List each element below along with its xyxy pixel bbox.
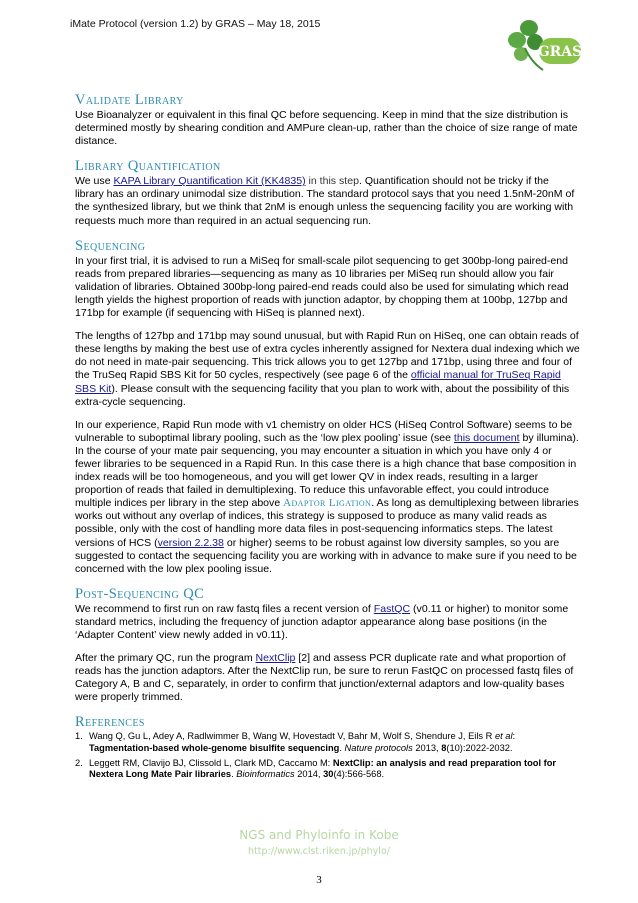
gras-logo	[505, 14, 583, 76]
reference-number: 1.	[75, 731, 83, 742]
text-span: or higher) seems to be robust against low diversity samples, so you are suggested to contact the sequencing facility you are working with in advance to make sure if you need to be concerned with the low plex pooling issue.	[75, 536, 577, 575]
reference-pages: (10):2022-2032.	[446, 743, 513, 754]
text-span: by illumina). In the course of your mate pair sequencing, you may encounter a situation in which you have only 4 or fewer libraries to be sequenced in a Rapid Run. In this case there is a high chance that base composition in index reads will be too homogeneous, and you will get lower QV in index reads, resulting in a larger proportion of reads that failed in demultiplexing. To reduce this unfavorable effect, you could introduce multiple indices per library in the step above	[75, 431, 579, 510]
section-title-validate: Validate Library	[75, 92, 184, 108]
text-span: After the primary QC, run the program	[75, 652, 256, 665]
reference-year: 2013,	[412, 743, 442, 754]
section-title-post-qc: Post-Sequencing QC	[75, 585, 205, 602]
clover-icon	[505, 14, 583, 76]
text-span: . Quantification should not be tricky if the library has an ordinary unimodal size distribution. The standard protocol says that you need 1.5nM-20nM of the synthesized library, but we think that 2nM is enough unless the sequencing facility you are working with requests much more than required in an actual sequencing run.	[75, 175, 575, 227]
reference-pages: (4):566-568.	[333, 769, 385, 780]
reference-title: Tagmentation-based whole-genome bisulfite sequencing	[89, 743, 340, 754]
footer-lab-name: NGS and Phyloinfo in Kobe	[239, 828, 399, 842]
kapa-kit-link[interactable]: KAPA Library Quantification Kit (KK4835)	[113, 175, 306, 188]
quantification-paragraph	[75, 175, 580, 227]
footer-url: http://www.clst.riken.jp/phylo/	[248, 846, 390, 857]
reference-item	[75, 731, 580, 754]
fastqc-link[interactable]: FastQC	[373, 602, 411, 615]
text-span: We use	[75, 175, 114, 188]
postqc-paragraph-1	[75, 603, 580, 642]
sequencing-paragraph-3	[75, 419, 580, 576]
text-span: in this step	[305, 175, 359, 188]
section-title-references: References	[75, 714, 145, 731]
reference-item	[75, 758, 580, 781]
validate-paragraph: Use Bioanalyzer or equivalent in this final QC before sequencing. Keep in mind that the size distribution is determined mostly by shearing condition and AMPure clean-up, rather than the choice of size range of mate distance.	[75, 109, 578, 148]
truseq-manual-link[interactable]: official manual for TruSeq Rapid SBS Kit	[75, 369, 561, 395]
reference-etal: et al	[494, 731, 513, 742]
reference-number: 2.	[75, 757, 83, 768]
reference-sep: .	[339, 743, 345, 754]
reference-authors: Leggett RM, Clavijo BJ, Clissold L, Clark MD, Caccamo M:	[89, 757, 333, 768]
sequencing-paragraph-2	[75, 330, 580, 409]
adaptor-ligation-reference: Adaptor Ligation	[283, 497, 372, 510]
reference-title: NextClip: an analysis and read preparation tool for Nextera Long Mate Pair libraries	[89, 757, 557, 780]
text-span: We recommend to first run on raw fastq files a recent version of	[75, 602, 374, 615]
section-title-sequencing: Sequencing	[75, 237, 146, 254]
reference-journal: Nature protocols	[344, 743, 413, 754]
text-span: [2] and assess PCR duplicate rate and what proportion of reads has the junction adaptors. After the NextClip run, be sure to rerun FastQC on processed fastq files of Category A, B and C, separately, in order to confirm that junction/external adaptors and low-quality bases were properly trimmed.	[75, 652, 574, 704]
text-span: ). Please consult with the sequencing facility that you plan to work with, about the possibility of this extra-cycle sequencing.	[75, 382, 570, 408]
text-span: (v0.11 or higher) to monitor some standard metrics, including the frequency of junction adaptor appearance along base positions (in the ‘Adapter Content’ view newly added in v0.11).	[75, 602, 569, 641]
page-number: 3	[316, 874, 322, 886]
postqc-paragraph-2	[75, 652, 580, 704]
main-content	[75, 92, 580, 784]
hcs-version-link[interactable]: version 2.2.38	[157, 536, 224, 549]
reference-list	[75, 731, 580, 780]
text-span: The lengths of 127bp and 171bp may sound unusual, but with Rapid Run on HiSeq, one can obtain reads of these lengths by making the best use of extra cycles inherently assigned for Nextera dual indexing which we do not need in mate-pair sequencing. This trick allows you to get 127bp and 171bp, using three and four of the TruSeq Rapid SBS Kit for 50 cycles, respectively (see page 6 of the	[75, 330, 580, 382]
nextclip-link[interactable]: NextClip	[255, 652, 296, 665]
logo-text: GRAS	[537, 44, 583, 60]
page-header: iMate Protocol (version 1.2) by GRAS – May 18, 2015	[70, 18, 321, 30]
text-span: . As long as demultiplexing between libraries works out without any overlap of indices, this strategy is supposed to produce as many valid reads as possible, only with the cost of handling more data files in post-sequencing informatics steps. The latest versions of HCS (	[75, 497, 579, 549]
reference-journal: Bioinformatics	[236, 769, 295, 780]
reference-authors: Wang Q, Gu L, Adey A, Radlwimmer B, Wang W, Hovestadt V, Bahr M, Wolf S, Shendure J, Eils R	[89, 731, 495, 742]
reference-volume: 30	[323, 769, 334, 780]
sequencing-paragraph-1: In your first trial, it is advised to run a MiSeq for small-scale pilot sequencing to get 300bp-long paired-end reads from prepared libraries—sequencing as many as 10 libraries per MiSeq run should allow you fair validation of libraries. Obtained 300bp-long paired-end reads could also be used for simulating which read length yields the highest proportion of reads with junction adaptor, by chopping them at 100bp, 127bp and 171bp for example (if sequencing with HiSeq is planned next).	[75, 254, 569, 320]
reference-year: 2014,	[294, 769, 324, 780]
reference-sep: .	[231, 769, 237, 780]
illumina-document-link[interactable]: this document	[453, 431, 520, 444]
reference-volume: 8	[441, 743, 447, 754]
text-span: In our experience, Rapid Run mode with v1 chemistry on older HCS (HiSeq Control Software) seems to be vulnerable to suboptimal library pooling, such as the ‘low plex pooling’ issue (see	[75, 418, 573, 444]
section-title-quantification: Library Quantification	[75, 158, 221, 175]
reference-colon: :	[512, 731, 516, 742]
